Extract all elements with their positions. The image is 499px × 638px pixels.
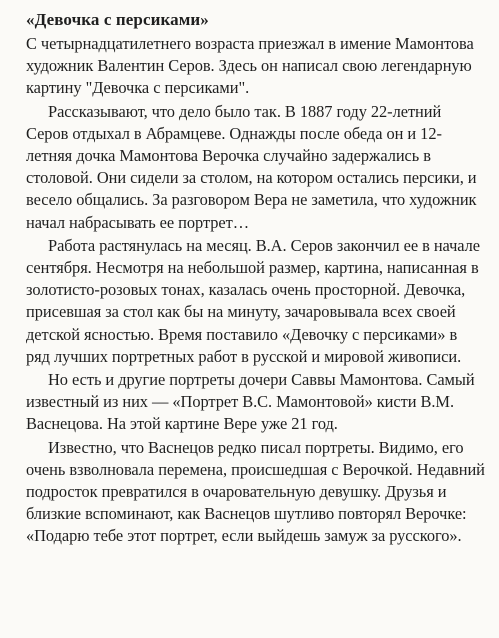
paragraph-3: Работа растянулась на месяц. В.А. Серов закончил ее в начале сентября. Несмотря на небольшой размер, картина, написанная в золотисто-розовых тонах, казалась очень просторной. Девочка, присевшая за стол как бы на минуту, зачаровывала всех своей детской ясностью. Время поставило «Девочку с персиками» в ряд лучших портретных работ в русской и мировой живописи. [26,235,481,366]
paragraph-2: Рассказывают, что дело было так. В 1887 году 22-летний Серов отдыхал в Абрамцеве. Однажды после обеда он и 12-летняя дочка Мамонтова Верочка случайно задержались в столовой. Они сидели за столом, на котором остались персики, и весело общались. За разговором Вера не заметила, что художник начал набрасывать ее портрет… [26,101,477,232]
paragraph-1: С четырнадцатилетнего возраста приезжал в имение Мамонтова художник Валентин Серов. Здесь он написал свою легендарную картину "Девочка с персиками". [26,34,474,98]
article-title: «Девочка с персиками» [26,10,209,29]
paragraph-5: Известно, что Васнецов редко писал портреты. Видимо, его очень взволновала перемена, происшедшая с Верочкой. Недавний подросток превратился в очаровательную девушку. Друзья и близкие вспоминают, как Васнецов шутливо повторял Верочке: «Подарю тебе этот портрет, если выйдешь замуж за русского». [26,437,485,546]
paragraph-4: Но есть и другие портреты дочери Саввы Мамонтова. Самый известный из них — «Портрет В.С. Мамонтовой» кисти В.М. Васнецова. На этой картине Вере уже 21 год. [26,370,475,434]
